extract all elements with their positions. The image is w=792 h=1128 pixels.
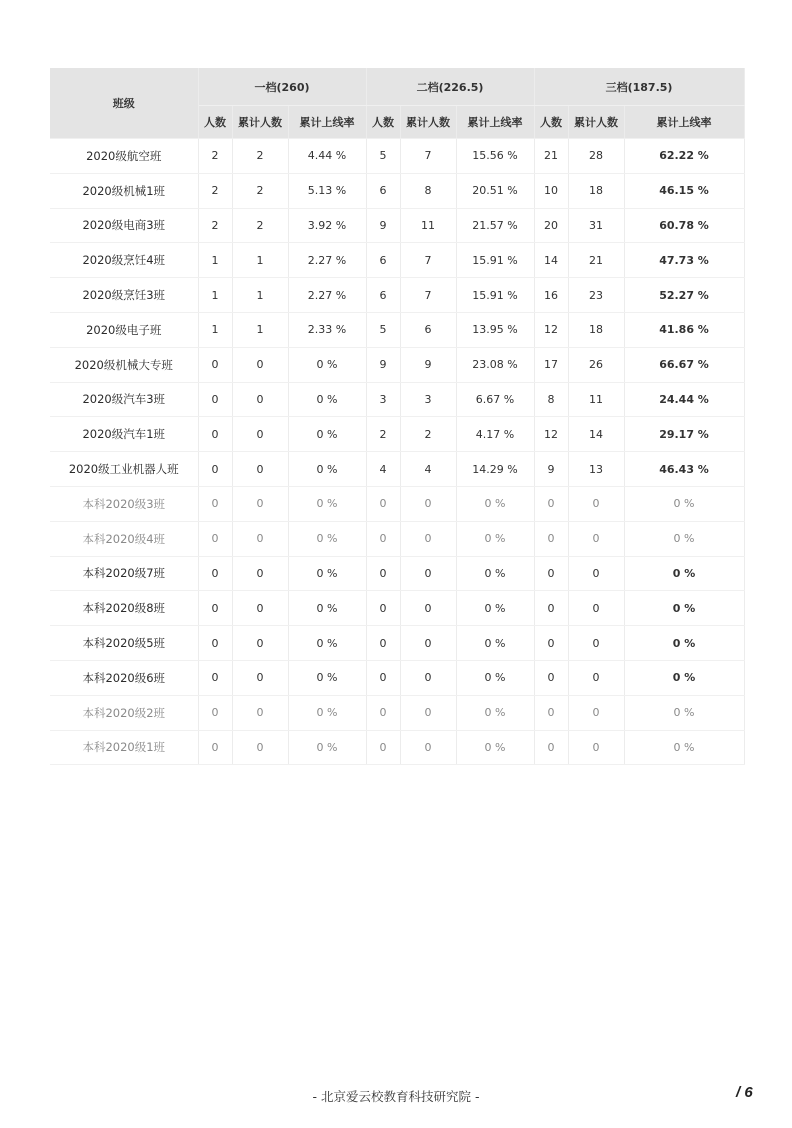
tier-3-cumulative-cell: 21 [568,243,624,278]
tier-3-count-cell: 0 [534,591,568,626]
tier-3-cumulative-cell: 26 [568,347,624,382]
tier-3-count-cell: 14 [534,243,568,278]
table-row [50,730,744,765]
tier-2-rate-cell: 0 % [456,556,534,591]
tier-2-cumulative-cell: 8 [400,173,456,208]
tier-3-cumulative-cell: 0 [568,521,624,556]
tier-1-count-cell: 0 [198,695,232,730]
tier-1-count-cell: 0 [198,521,232,556]
tier-2-count-cell: 6 [366,173,400,208]
tier-3-rate-cell: 46.15 % [624,173,744,208]
tier-1-cumulative-cell: 0 [232,382,288,417]
tier-2-rate-cell: 0 % [456,521,534,556]
tier-3-count-cell: 0 [534,486,568,521]
table-row [50,347,744,382]
tier-2-count-cell: 4 [366,452,400,487]
tier-2-rate-cell: 0 % [456,486,534,521]
tier-2-rate-header: 累计上线率 [456,106,534,139]
tier-2-cumulative-cell: 2 [400,417,456,452]
tier-2-rate-cell: 0 % [456,730,534,765]
class-name-cell: 2020级机械大专班 [50,347,198,382]
tier-1-header: 一档(260) [198,68,366,106]
tier-1-cumulative-cell: 0 [232,626,288,661]
tier-2-count-cell: 0 [366,486,400,521]
tier-3-rate-cell: 60.78 % [624,208,744,243]
class-name-cell: 2020级航空班 [50,139,198,174]
tier-2-cumulative-cell: 0 [400,591,456,626]
tier-1-count-cell: 0 [198,626,232,661]
tier-1-cumulative-cell: 1 [232,312,288,347]
tier-1-count-header: 人数 [198,106,232,139]
tier-1-count-cell: 0 [198,591,232,626]
class-name-cell: 2020级汽车3班 [50,382,198,417]
tier-3-count-cell: 0 [534,521,568,556]
tier-1-cumulative-cell: 0 [232,452,288,487]
table-row [50,626,744,661]
tier-3-cumulative-cell: 28 [568,139,624,174]
tier-2-count-header: 人数 [366,106,400,139]
class-name-cell: 本科2020级4班 [50,521,198,556]
tier-1-cumulative-header: 累计人数 [232,106,288,139]
tier-1-cumulative-cell: 1 [232,278,288,313]
tier-1-count-cell: 0 [198,660,232,695]
class-name-cell: 2020级烹饪3班 [50,278,198,313]
tier-3-count-cell: 0 [534,660,568,695]
tier-3-rate-header: 累计上线率 [624,106,744,139]
score-table [50,68,745,765]
class-name-cell: 本科2020级6班 [50,660,198,695]
tier-3-rate-cell: 66.67 % [624,347,744,382]
tier-1-rate-cell: 4.44 % [288,139,366,174]
tier-1-rate-cell: 0 % [288,626,366,661]
tier-2-cumulative-cell: 9 [400,347,456,382]
tier-1-count-cell: 0 [198,556,232,591]
class-name-cell: 本科2020级1班 [50,730,198,765]
tier-3-cumulative-cell: 0 [568,556,624,591]
tier-3-count-header: 人数 [534,106,568,139]
tier-3-cumulative-cell: 0 [568,730,624,765]
tier-3-count-cell: 17 [534,347,568,382]
tier-1-cumulative-cell: 0 [232,591,288,626]
tier-2-count-cell: 0 [366,695,400,730]
tier-2-count-cell: 6 [366,278,400,313]
tier-1-count-cell: 0 [198,486,232,521]
tier-1-count-cell: 1 [198,278,232,313]
tier-3-rate-cell: 0 % [624,521,744,556]
tier-3-cumulative-cell: 0 [568,660,624,695]
tier-2-rate-cell: 15.91 % [456,278,534,313]
class-name-cell: 2020级电子班 [50,312,198,347]
tier-2-rate-cell: 15.56 % [456,139,534,174]
tier-3-rate-cell: 47.73 % [624,243,744,278]
tier-2-count-cell: 0 [366,556,400,591]
tier-1-rate-cell: 0 % [288,486,366,521]
tier-3-rate-cell: 41.86 % [624,312,744,347]
tier-2-cumulative-cell: 0 [400,486,456,521]
tier-1-count-cell: 1 [198,312,232,347]
tier-2-rate-cell: 13.95 % [456,312,534,347]
tier-1-cumulative-cell: 2 [232,208,288,243]
class-name-cell: 2020级电商3班 [50,208,198,243]
tier-2-count-cell: 2 [366,417,400,452]
table-row [50,208,744,243]
tier-1-count-cell: 0 [198,452,232,487]
tier-3-count-cell: 10 [534,173,568,208]
tier-3-rate-cell: 0 % [624,626,744,661]
tier-2-count-cell: 9 [366,208,400,243]
tier-2-rate-cell: 0 % [456,695,534,730]
tier-1-cumulative-cell: 2 [232,173,288,208]
tier-1-count-cell: 0 [198,347,232,382]
tier-3-rate-cell: 0 % [624,556,744,591]
tier-2-rate-cell: 14.29 % [456,452,534,487]
tier-2-count-cell: 0 [366,660,400,695]
tier-1-rate-cell: 0 % [288,591,366,626]
tier-3-count-cell: 0 [534,626,568,661]
tier-3-count-cell: 12 [534,312,568,347]
class-name-cell: 本科2020级7班 [50,556,198,591]
table-row [50,486,744,521]
table-body [50,139,744,765]
table-row [50,591,744,626]
table-row [50,382,744,417]
class-column-header: 班级 [50,68,198,139]
class-name-cell: 2020级工业机器人班 [50,452,198,487]
class-name-cell: 本科2020级8班 [50,591,198,626]
tier-3-rate-cell: 52.27 % [624,278,744,313]
tier-1-rate-cell: 2.27 % [288,243,366,278]
tier-3-rate-cell: 62.22 % [624,139,744,174]
tier-3-count-cell: 21 [534,139,568,174]
tier-2-cumulative-cell: 6 [400,312,456,347]
tier-3-cumulative-cell: 23 [568,278,624,313]
class-name-cell: 2020级机械1班 [50,173,198,208]
tier-1-cumulative-cell: 0 [232,347,288,382]
tier-3-cumulative-cell: 18 [568,312,624,347]
tier-3-cumulative-cell: 0 [568,591,624,626]
table-row [50,556,744,591]
tier-2-cumulative-cell: 11 [400,208,456,243]
tier-1-count-cell: 0 [198,417,232,452]
tier-1-cumulative-cell: 1 [232,243,288,278]
tier-1-count-cell: 1 [198,243,232,278]
tier-3-count-cell: 8 [534,382,568,417]
tier-3-cumulative-cell: 18 [568,173,624,208]
tier-3-cumulative-cell: 0 [568,695,624,730]
tier-3-rate-cell: 0 % [624,730,744,765]
tier-1-rate-header: 累计上线率 [288,106,366,139]
tier-3-rate-cell: 29.17 % [624,417,744,452]
tier-1-cumulative-cell: 0 [232,660,288,695]
footer-institution: - 北京爱云校教育科技研究院 - [312,1089,480,1104]
tier-1-rate-cell: 0 % [288,660,366,695]
tier-1-rate-cell: 0 % [288,730,366,765]
tier-1-cumulative-cell: 0 [232,521,288,556]
tier-3-cumulative-cell: 0 [568,486,624,521]
tier-2-rate-cell: 20.51 % [456,173,534,208]
header-row-tiers [50,68,744,106]
tier-2-count-cell: 0 [366,521,400,556]
tier-2-rate-cell: 15.91 % [456,243,534,278]
table-row [50,452,744,487]
tier-3-cumulative-header: 累计人数 [568,106,624,139]
tier-2-cumulative-cell: 3 [400,382,456,417]
tier-3-count-cell: 20 [534,208,568,243]
tier-1-rate-cell: 0 % [288,695,366,730]
tier-1-cumulative-cell: 0 [232,556,288,591]
tier-3-rate-cell: 0 % [624,486,744,521]
table-row [50,417,744,452]
tier-2-cumulative-cell: 0 [400,521,456,556]
tier-1-rate-cell: 5.13 % [288,173,366,208]
tier-3-rate-cell: 0 % [624,660,744,695]
tier-1-rate-cell: 0 % [288,417,366,452]
tier-2-rate-cell: 0 % [456,591,534,626]
table-header [50,68,744,139]
class-name-cell: 2020级烹饪4班 [50,243,198,278]
tier-3-cumulative-cell: 14 [568,417,624,452]
tier-3-rate-cell: 0 % [624,695,744,730]
table-row [50,695,744,730]
tier-3-count-cell: 12 [534,417,568,452]
tier-1-rate-cell: 0 % [288,347,366,382]
tier-2-cumulative-cell: 0 [400,626,456,661]
table-row [50,243,744,278]
class-name-cell: 本科2020级3班 [50,486,198,521]
tier-1-cumulative-cell: 0 [232,730,288,765]
tier-1-cumulative-cell: 0 [232,417,288,452]
tier-1-count-cell: 2 [198,208,232,243]
tier-2-cumulative-cell: 7 [400,243,456,278]
tier-3-header: 三档(187.5) [534,68,744,106]
tier-1-count-cell: 0 [198,382,232,417]
table-row [50,278,744,313]
tier-3-cumulative-cell: 31 [568,208,624,243]
tier-3-cumulative-cell: 11 [568,382,624,417]
tier-1-rate-cell: 2.27 % [288,278,366,313]
tier-2-cumulative-header: 累计人数 [400,106,456,139]
tier-3-cumulative-cell: 13 [568,452,624,487]
tier-2-rate-cell: 0 % [456,626,534,661]
tier-1-rate-cell: 2.33 % [288,312,366,347]
page-number: / 6 [736,1084,753,1101]
tier-2-header: 二档(226.5) [366,68,534,106]
tier-3-count-cell: 0 [534,695,568,730]
tier-1-rate-cell: 0 % [288,521,366,556]
tier-2-rate-cell: 23.08 % [456,347,534,382]
tier-3-rate-cell: 24.44 % [624,382,744,417]
tier-2-cumulative-cell: 4 [400,452,456,487]
tier-1-cumulative-cell: 2 [232,139,288,174]
tier-2-cumulative-cell: 7 [400,139,456,174]
tier-2-count-cell: 0 [366,730,400,765]
tier-2-count-cell: 5 [366,312,400,347]
table-row [50,139,744,174]
tier-3-count-cell: 16 [534,278,568,313]
tier-2-rate-cell: 4.17 % [456,417,534,452]
tier-3-count-cell: 9 [534,452,568,487]
table-row [50,173,744,208]
tier-1-cumulative-cell: 0 [232,695,288,730]
tier-2-rate-cell: 6.67 % [456,382,534,417]
tier-1-rate-cell: 0 % [288,382,366,417]
tier-3-rate-cell: 0 % [624,591,744,626]
tier-2-count-cell: 0 [366,591,400,626]
tier-1-rate-cell: 0 % [288,452,366,487]
table-row [50,312,744,347]
tier-1-count-cell: 0 [198,730,232,765]
tier-2-count-cell: 6 [366,243,400,278]
tier-3-cumulative-cell: 0 [568,626,624,661]
tier-2-cumulative-cell: 0 [400,730,456,765]
table-row [50,660,744,695]
tier-2-cumulative-cell: 0 [400,695,456,730]
table-row [50,521,744,556]
tier-2-rate-cell: 21.57 % [456,208,534,243]
tier-3-count-cell: 0 [534,556,568,591]
tier-2-count-cell: 0 [366,626,400,661]
tier-1-count-cell: 2 [198,173,232,208]
tier-2-count-cell: 5 [366,139,400,174]
tier-1-rate-cell: 3.92 % [288,208,366,243]
class-name-cell: 本科2020级2班 [50,695,198,730]
tier-1-count-cell: 2 [198,139,232,174]
tier-2-count-cell: 3 [366,382,400,417]
class-name-cell: 2020级汽车1班 [50,417,198,452]
class-name-cell: 本科2020级5班 [50,626,198,661]
tier-3-rate-cell: 46.43 % [624,452,744,487]
tier-2-count-cell: 9 [366,347,400,382]
tier-1-rate-cell: 0 % [288,556,366,591]
tier-2-cumulative-cell: 0 [400,556,456,591]
tier-2-cumulative-cell: 0 [400,660,456,695]
tier-2-cumulative-cell: 7 [400,278,456,313]
tier-3-count-cell: 0 [534,730,568,765]
tier-1-cumulative-cell: 0 [232,486,288,521]
tier-2-rate-cell: 0 % [456,660,534,695]
